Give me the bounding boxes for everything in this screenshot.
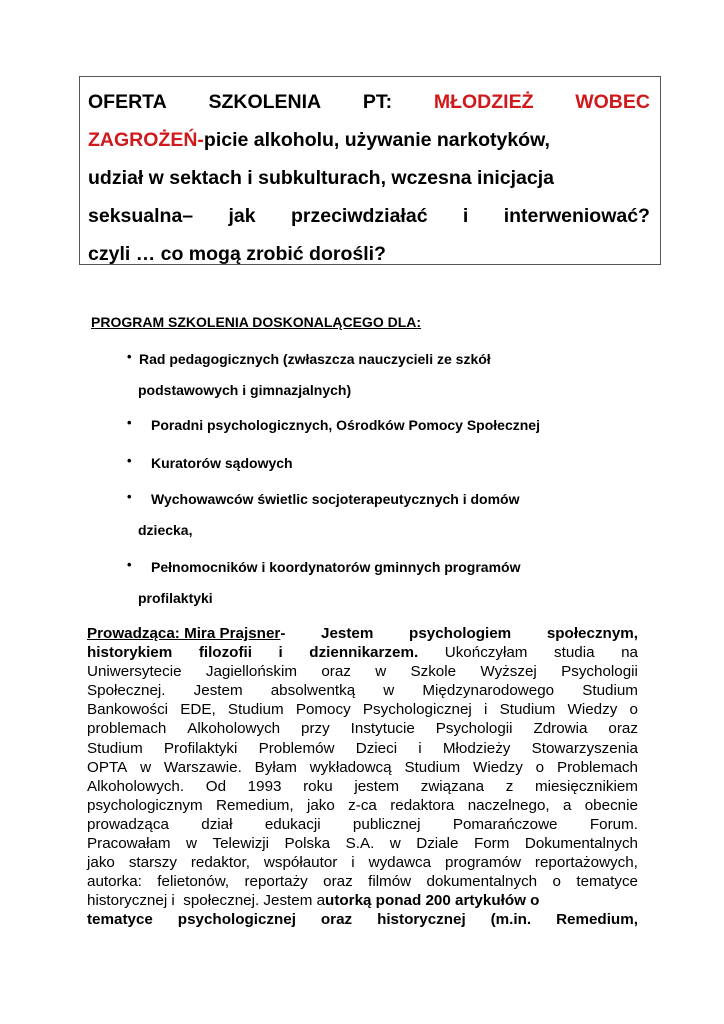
- word: Wyższej: [480, 663, 537, 681]
- word: Polska: [284, 835, 331, 853]
- title-line-3: udział w sektach i subkulturach, wczesna inicjacja: [88, 167, 555, 189]
- word: na: [621, 644, 638, 662]
- word: Profilaktyki: [163, 739, 238, 757]
- word: Psychologii: [435, 720, 513, 738]
- word: prowadząca: [87, 815, 169, 833]
- word: historykiem: [87, 644, 173, 662]
- list-item-line: Wychowawców świetlic socjoterapeutycznych i domów: [151, 491, 520, 507]
- word: OFERTA: [88, 91, 167, 113]
- word: i: [484, 701, 488, 719]
- word: Dokumentalnych: [524, 835, 638, 853]
- bio-line: [87, 700, 638, 719]
- bullet-icon: •: [127, 453, 132, 468]
- bio-line: [87, 796, 638, 815]
- word: interweniować?: [503, 205, 650, 227]
- bio-line: Prowadząca: Mira Prajsner- Jestem psychologiem społecznym,: [87, 625, 638, 642]
- list-item: [127, 344, 647, 406]
- word: wykładowcą: [309, 758, 392, 776]
- word: dział: [201, 815, 233, 833]
- word: OPTA: [87, 758, 128, 776]
- word: tematyce: [576, 873, 638, 891]
- bio-line: [87, 891, 638, 910]
- word: miesięcznikiem: [534, 777, 638, 795]
- word: i: [278, 644, 283, 662]
- list-item-line: podstawowych i gimnazjalnych): [138, 382, 352, 398]
- bullet-icon: •: [127, 489, 132, 504]
- word: w: [186, 835, 198, 853]
- word: oraz: [323, 873, 353, 891]
- word: roku: [303, 777, 333, 795]
- title-red-text: ZAGROŻEŃ-: [88, 129, 204, 151]
- word: Wiedzy: [473, 758, 523, 776]
- bio-line: [87, 853, 638, 872]
- word: WOBEC: [575, 91, 650, 113]
- word: Ukończyłam: [444, 644, 528, 662]
- list-item-line: dziecka,: [138, 522, 193, 538]
- word: Młodzieży: [442, 739, 511, 757]
- word: Zdrowia: [533, 720, 588, 738]
- bio-line: [87, 719, 638, 738]
- list-item: [127, 410, 647, 441]
- word: Pomocy: [295, 701, 351, 719]
- word: o: [535, 758, 545, 776]
- word: związana: [420, 777, 485, 795]
- list-item-line: Kuratorów sądowych: [151, 455, 293, 471]
- bullet-icon: •: [127, 349, 132, 364]
- word: Alkoholowych.: [87, 777, 185, 795]
- word: jako: [87, 854, 115, 872]
- word: Społecznej.: [87, 682, 166, 700]
- title-line-4: [88, 197, 650, 235]
- lecturer-name: Prowadząca: Mira Prajsner: [87, 625, 281, 642]
- word: jak: [228, 205, 256, 227]
- word: absolwentką: [270, 682, 356, 700]
- word: Bankowości: [87, 701, 169, 719]
- list-item-line: profilaktyki: [138, 590, 213, 606]
- word: współautor: [263, 854, 338, 872]
- word: Studium: [87, 739, 143, 757]
- word: historycznej: [377, 911, 466, 929]
- word: Dzieci: [355, 739, 398, 757]
- list-item-line: Rad pedagogicznych (zwłaszcza nauczycieli ze szkół: [139, 351, 491, 367]
- word: Wiedzy: [567, 701, 618, 719]
- word: Problemów: [258, 739, 335, 757]
- word: Studium: [404, 758, 461, 776]
- word: Dziale: [416, 835, 459, 853]
- word: wydawca: [368, 854, 432, 872]
- word: Pracowałam: [87, 835, 171, 853]
- bio-paragraph: [87, 624, 638, 930]
- bullet-icon: •: [127, 415, 132, 430]
- word: Uniwersytecie: [87, 663, 182, 681]
- word: Remedium,: [556, 911, 638, 929]
- word: przy: [301, 720, 330, 738]
- word: studia: [554, 644, 595, 662]
- word: Warszawie.: [163, 758, 242, 776]
- list-item-line: Poradni psychologicznych, Ośrodków Pomocy Społecznej: [151, 417, 540, 433]
- word: Problemach: [556, 758, 638, 776]
- title-line-1: [88, 83, 650, 121]
- bio-line: [87, 872, 638, 891]
- word: starszy: [128, 854, 177, 872]
- list-item: [127, 448, 647, 479]
- word: dokumentalnych: [426, 873, 538, 891]
- word: Szkole: [410, 663, 457, 681]
- word: programów: [445, 854, 521, 872]
- word: Form: [473, 835, 510, 853]
- bio-line: [87, 758, 638, 777]
- bio-line: [87, 815, 638, 834]
- title-text: picie alkoholu, używanie narkotyków,: [203, 129, 550, 151]
- word: psychologicznym: [87, 796, 203, 814]
- word: psychologicznej: [177, 911, 296, 929]
- bio-line: [87, 777, 638, 796]
- bullet-icon: •: [127, 557, 132, 572]
- word: Psychologicznej: [362, 701, 472, 719]
- word: oraz: [320, 911, 353, 929]
- word: oraz: [321, 663, 351, 681]
- list-item: [127, 552, 647, 614]
- word: Forum.: [589, 815, 638, 833]
- word: Psychologii: [561, 663, 638, 681]
- word: Telewizji: [212, 835, 270, 853]
- word: o: [629, 701, 638, 719]
- word: naczelnego,: [467, 796, 550, 814]
- word: o: [552, 873, 561, 891]
- word: Studium: [227, 701, 284, 719]
- word: Jestem: [193, 682, 243, 700]
- word: 1993: [247, 777, 282, 795]
- word: EDE,: [180, 701, 216, 719]
- word: PT:: [362, 91, 393, 113]
- word: społecznym,: [546, 625, 638, 642]
- list-item: [127, 484, 647, 546]
- word: i: [418, 739, 422, 757]
- word: Studium: [499, 701, 556, 719]
- word: Jagiellońskim: [205, 663, 298, 681]
- word: Stowarzyszenia: [531, 739, 638, 757]
- word: Pomarańczowe: [452, 815, 558, 833]
- list-item-line: Pełnomocników i koordynatorów gminnych programów: [151, 559, 521, 575]
- word: i: [351, 854, 355, 872]
- word: jako: [306, 796, 335, 814]
- word: filozofii: [198, 644, 252, 662]
- word: Jestem: [321, 625, 374, 642]
- word: Studium: [582, 682, 638, 700]
- word: seksualna–: [88, 205, 194, 227]
- word: w: [383, 682, 395, 700]
- word: obecnie: [584, 796, 638, 814]
- word: reportażowych,: [534, 854, 638, 872]
- word: SZKOLENIA: [208, 91, 322, 113]
- word: felietonów,: [157, 873, 230, 891]
- word: Byłam: [254, 758, 297, 776]
- title-line-2: [88, 121, 650, 159]
- word: dziennikarzem.: [309, 644, 419, 662]
- word: i: [462, 205, 469, 227]
- word: oraz: [608, 720, 638, 738]
- word: w: [389, 835, 401, 853]
- word: psychologiem: [409, 625, 512, 642]
- word: Od: [205, 777, 227, 795]
- word: (m.in.: [490, 911, 532, 929]
- word: S.A.: [345, 835, 375, 853]
- word: redaktora: [390, 796, 455, 814]
- word: redaktor,: [190, 854, 250, 872]
- word: Instytucie: [350, 720, 415, 738]
- word: MŁODZIEŻ: [433, 91, 534, 113]
- word: przeciwdziałać: [290, 205, 428, 227]
- bio-line: [87, 834, 638, 853]
- word: Międzynarodowego: [422, 682, 555, 700]
- word: a: [562, 796, 572, 814]
- program-heading: PROGRAM SZKOLENIA DOSKONALĄCEGO DLA:: [91, 314, 422, 330]
- bio-line: [87, 662, 638, 681]
- bio-line: [87, 643, 638, 662]
- title-line-5: czyli … co mogą zrobić dorośli?: [88, 243, 386, 265]
- word: z: [505, 777, 514, 795]
- title-box: [79, 76, 661, 265]
- bio-line: [87, 910, 638, 929]
- word: publicznej: [352, 815, 421, 833]
- word: autorka:: [87, 873, 142, 891]
- word: w: [140, 758, 152, 776]
- word: filmów: [368, 873, 412, 891]
- word: edukacji: [264, 815, 321, 833]
- word: reportaży: [244, 873, 308, 891]
- bio-line: [87, 739, 638, 758]
- word: z-ca: [348, 796, 377, 814]
- bio-text-bold: utorką ponad 200 artykułów o: [325, 892, 540, 910]
- bio-text: historycznej i społecznej. Jestem a: [87, 892, 326, 910]
- word: tematyce: [87, 911, 153, 929]
- word: jestem: [354, 777, 400, 795]
- word: Remedium,: [215, 796, 294, 814]
- word: Alkoholowych: [187, 720, 281, 738]
- word: problemach: [87, 720, 167, 738]
- bio-line: [87, 681, 638, 700]
- word: w: [375, 663, 387, 681]
